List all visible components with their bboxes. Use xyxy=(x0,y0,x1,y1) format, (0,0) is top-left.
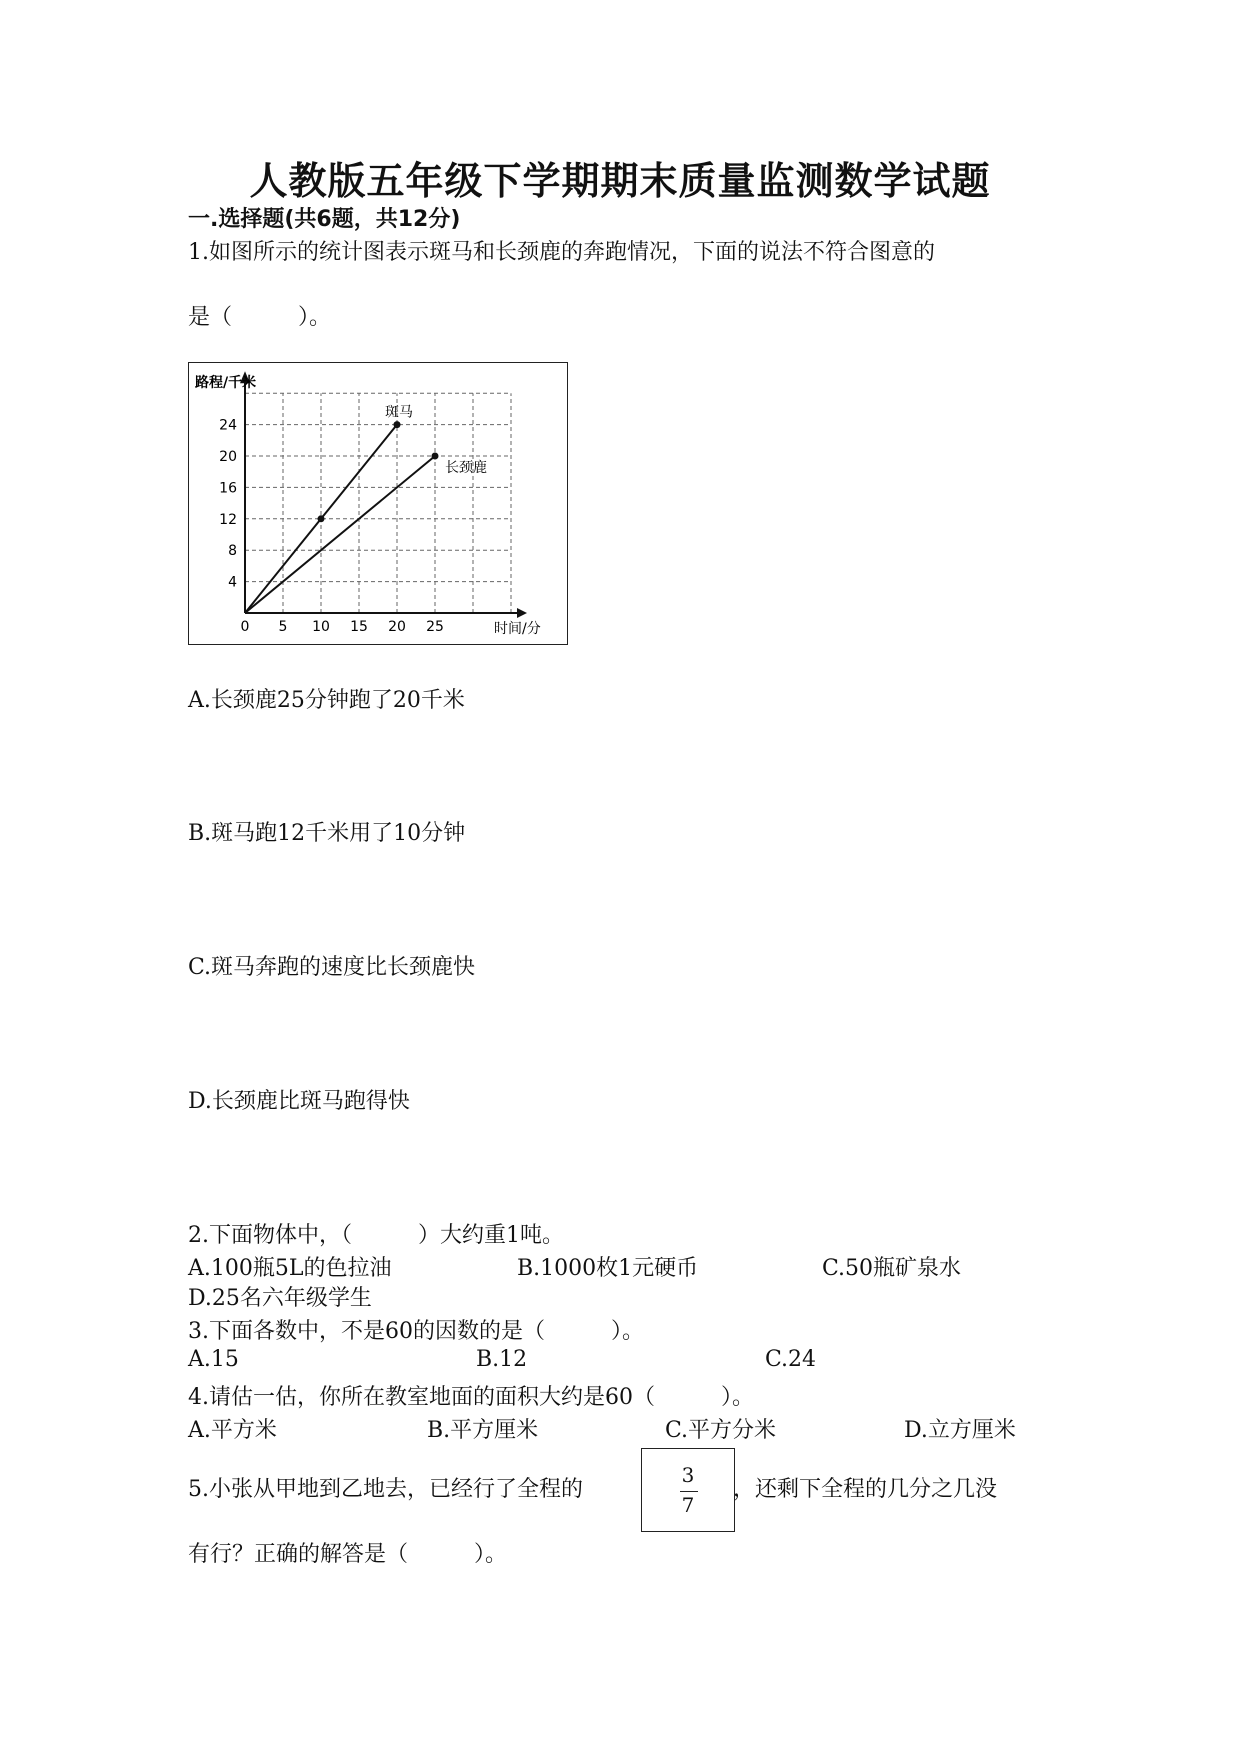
q2-option-d: D.25名六年级学生 xyxy=(188,1286,372,1311)
x-tick-label: 15 xyxy=(350,619,368,635)
q1-chart xyxy=(188,362,568,645)
y-tick-label: 8 xyxy=(228,543,237,560)
fraction-bar xyxy=(680,1491,698,1492)
y-tick-label: 4 xyxy=(228,574,237,591)
q3-option-b: B.12 xyxy=(476,1347,528,1372)
q3-stem: 3.下面各数中，不是60的因数的是（ ）。 xyxy=(188,1319,644,1344)
series-point xyxy=(318,515,325,522)
q1-option-c: C.斑马奔跑的速度比长颈鹿快 xyxy=(188,955,476,980)
page-title: 人教版五年级下学期期末质量监测数学试题 xyxy=(249,158,991,203)
q2-option-b: B.1000枚1元硬币 xyxy=(517,1256,699,1281)
series-label: 长颈鹿 xyxy=(445,460,487,476)
q1-option-b: B.斑马跑12千米用了10分钟 xyxy=(188,821,466,846)
q5-stem-after: ，还剩下全程的几分之几没 xyxy=(733,1477,998,1502)
chart-svg xyxy=(189,363,569,646)
q3-option-a: A.15 xyxy=(188,1347,239,1372)
series-label: 斑马 xyxy=(385,404,413,421)
q2-option-c: C.50瓶矿泉水 xyxy=(822,1256,962,1281)
q5-fraction-box xyxy=(641,1448,735,1532)
x-axis-arrow xyxy=(517,608,527,618)
q4-stem: 4.请估一估，你所在教室地面的面积大约是60（ ）。 xyxy=(188,1385,754,1410)
q4-option-b: B.平方厘米 xyxy=(427,1418,539,1443)
section-heading: 一.选择题(共6题，共12分) xyxy=(188,207,461,232)
y-tick-label: 24 xyxy=(219,417,237,434)
series-point xyxy=(432,453,439,460)
x-tick-label: 20 xyxy=(388,619,406,635)
q1-option-d: D.长颈鹿比斑马跑得快 xyxy=(188,1089,410,1114)
q1-option-a: A.长颈鹿25分钟跑了20千米 xyxy=(188,688,465,713)
series-point xyxy=(394,421,401,428)
q4-option-c: C.平方分米 xyxy=(665,1418,777,1443)
x-tick-label: 0 xyxy=(240,619,250,635)
y-tick-label: 12 xyxy=(219,511,237,528)
q3-option-c: C.24 xyxy=(765,1347,817,1372)
q2-option-a: A.100瓶5L的色拉油 xyxy=(188,1256,392,1281)
y-tick-label: 16 xyxy=(219,480,237,497)
q1-stem-line1: 1.如图所示的统计图表示斑马和长颈鹿的奔跑情况，下面的说法不符合图意的 xyxy=(188,240,935,265)
y-tick-label: 20 xyxy=(219,449,237,465)
x-tick-label: 10 xyxy=(312,619,330,635)
q4-option-a: A.平方米 xyxy=(188,1418,277,1443)
fraction-denominator: 7 xyxy=(681,1493,695,1517)
fraction-numerator: 3 xyxy=(681,1463,695,1487)
y-axis-label: 路程/千米 xyxy=(195,375,257,391)
q5-stem-before: 5.小张从甲地到乙地去，已经行了全程的 xyxy=(188,1477,583,1502)
q4-option-d: D.立方厘米 xyxy=(904,1418,1016,1443)
q2-stem: 2.下面物体中，（ ）大约重1吨。 xyxy=(188,1223,564,1248)
q1-stem-line2: 是（ ）。 xyxy=(188,305,332,330)
x-tick-label: 25 xyxy=(426,619,444,635)
q5-stem-line2: 有行？正确的解答是（ ）。 xyxy=(188,1542,508,1567)
x-tick-label: 5 xyxy=(278,619,288,635)
series-line xyxy=(245,456,435,613)
x-axis-label: 时间/分 xyxy=(494,621,541,637)
